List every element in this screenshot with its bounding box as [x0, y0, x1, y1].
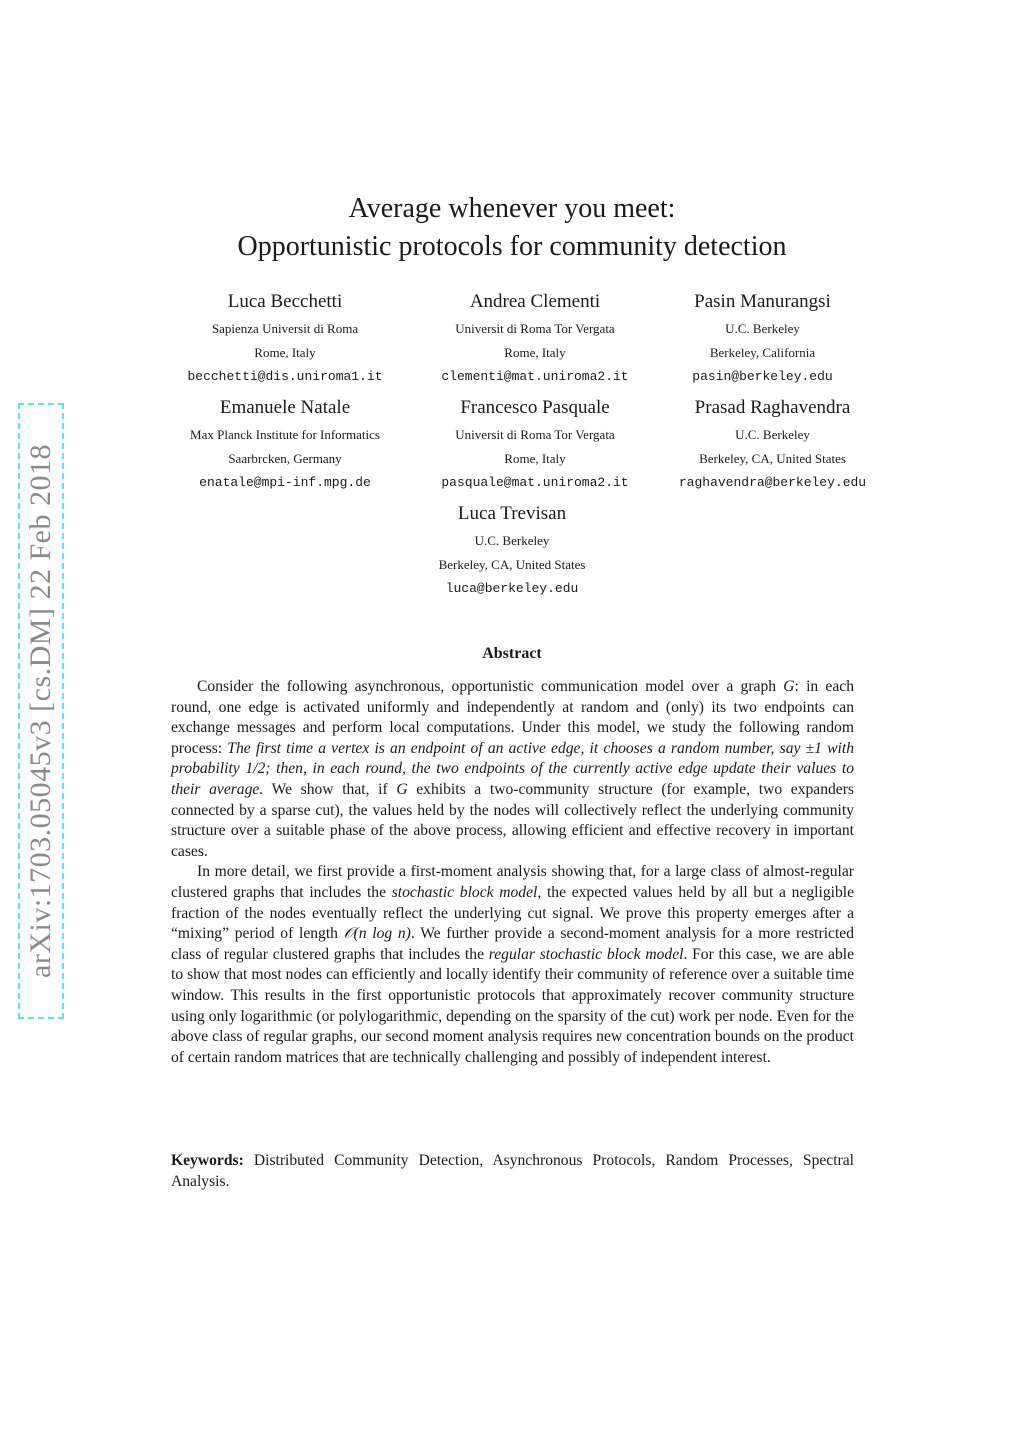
math-symbol: G	[783, 678, 795, 695]
author-location: Berkeley, CA, United States	[699, 451, 846, 466]
title-line-2: Opportunistic protocols for community detection	[237, 231, 787, 262]
keywords	[171, 1151, 854, 1192]
title-line-1: Average whenever you meet:	[348, 193, 676, 224]
abstract-italic-text: stochastic block model	[391, 883, 538, 901]
author-block	[392, 502, 632, 601]
author-location: Berkeley, California	[709, 345, 816, 360]
paper-title	[0, 190, 1024, 266]
author-name: Pasin Manurangsi	[694, 291, 831, 312]
author-affiliation: Sapienza Universit di Roma	[211, 321, 359, 336]
abstract-text: : in each round, one edge is activated uniformly and independently at random and (only) its two endpoints can exchange messages and perform local computations. Under this model, we study the following random process:	[171, 678, 854, 757]
keywords-text: Distributed Community Detection, Asynchronous Protocols, Random Processes, Spectral Analysis.	[171, 1152, 855, 1190]
abstract-heading: Abstract	[482, 645, 542, 662]
author-email: clementi@mat.uniroma2.it	[441, 369, 629, 384]
author-email: becchetti@dis.uniroma1.it	[187, 369, 383, 384]
author-location: Rome, Italy	[504, 451, 566, 466]
author-email: raghavendra@berkeley.edu	[678, 475, 867, 490]
abstract-text: Consider the following asynchronous, opportunistic communication model over a graph	[197, 678, 784, 695]
abstract-italic-text: The first time a vertex is an endpoint of an active edge, it chooses a random number, say ±1 with probability 1/2; then, in each round, the two endpoints of the currently active edge update their values to their average.	[171, 739, 854, 798]
arxiv-sidebar-stamp	[18, 403, 64, 1019]
author-block	[150, 396, 420, 495]
author-location: Rome, Italy	[504, 345, 566, 360]
abstract-text: We show that, if	[263, 780, 397, 798]
author-block	[170, 290, 400, 389]
author-location: Berkeley, CA, United States	[438, 557, 586, 572]
author-affiliation: Max Planck Institute for Informatics	[190, 427, 380, 442]
abstract-body	[171, 677, 854, 1068]
author-name: Andrea Clementi	[469, 291, 601, 312]
author-block	[660, 290, 865, 389]
author-location: Rome, Italy	[254, 345, 316, 360]
abstract-text: . For this case, we are able to show that most nodes can efficiently and locally identify their community of reference over a suitable time window. This results in the first opportunistic protocols that approximately recover community structure using only logarithmic (or polylogarithmic, depending on the sparsity of the cut) work per node. Even for the above class of regular graphs, our second moment analysis requires new concentration bounds on the product of certain random matrices that are technically challenging and possibly of independent interest.	[171, 945, 854, 1066]
arxiv-identifier: arXiv:1703.05045v3 [cs.DM] 22 Feb 2018	[24, 444, 58, 978]
abstract-text: , the expected values held by all but a negligible fraction of the nodes eventually reflect the underlying cut signal. We prove this property emerges after a “mixing” period of length	[171, 883, 855, 943]
author-email: pasin@berkeley.edu	[692, 369, 833, 384]
author-email: pasquale@mat.uniroma2.it	[441, 475, 629, 490]
author-name: Luca Becchetti	[227, 291, 343, 312]
abstract-text: In more detail, we first provide a first-moment analysis showing that, for a large class of almost-regular clustered graphs that includes the	[171, 863, 854, 901]
author-email: luca@berkeley.edu	[445, 581, 579, 596]
author-block	[405, 396, 665, 495]
abstract-paragraph-2	[171, 862, 854, 1068]
author-affiliation: Universit di Roma Tor Vergata	[455, 427, 615, 442]
author-name: Luca Trevisan	[457, 503, 567, 524]
abstract-paragraph-1	[171, 677, 854, 862]
author-affiliation: Universit di Roma Tor Vergata	[455, 321, 615, 336]
math-expression: 𝒪(n log n)	[343, 925, 411, 943]
author-affiliation: U.C. Berkeley	[474, 533, 550, 548]
author-affiliation: U.C. Berkeley	[735, 427, 810, 442]
author-name: Francesco Pasquale	[460, 397, 610, 418]
abstract-text: . We further provide a second-moment analysis for a more restricted class of regular clustered graphs that includes the	[171, 925, 855, 963]
abstract-text: exhibits a two-community structure (for example, two expanders connected by a sparse cut), the values held by the nodes will collectively reflect the underlying community structure over a suitable phase of the above process, allowing efficient and effective recovery in important cases.	[171, 780, 854, 860]
abstract-italic-text: regular stochastic block model	[488, 945, 684, 963]
author-name: Emanuele Natale	[219, 397, 351, 418]
author-block	[405, 290, 665, 389]
author-email: enatale@mpi-inf.mpg.de	[199, 475, 371, 490]
author-location: Saarbrcken, Germany	[228, 451, 342, 466]
keywords-label: Keywords:	[171, 1152, 244, 1169]
math-symbol: G	[396, 780, 408, 798]
author-affiliation: U.C. Berkeley	[725, 321, 800, 336]
author-block	[660, 396, 885, 495]
author-name: Prasad Raghavendra	[694, 397, 851, 418]
